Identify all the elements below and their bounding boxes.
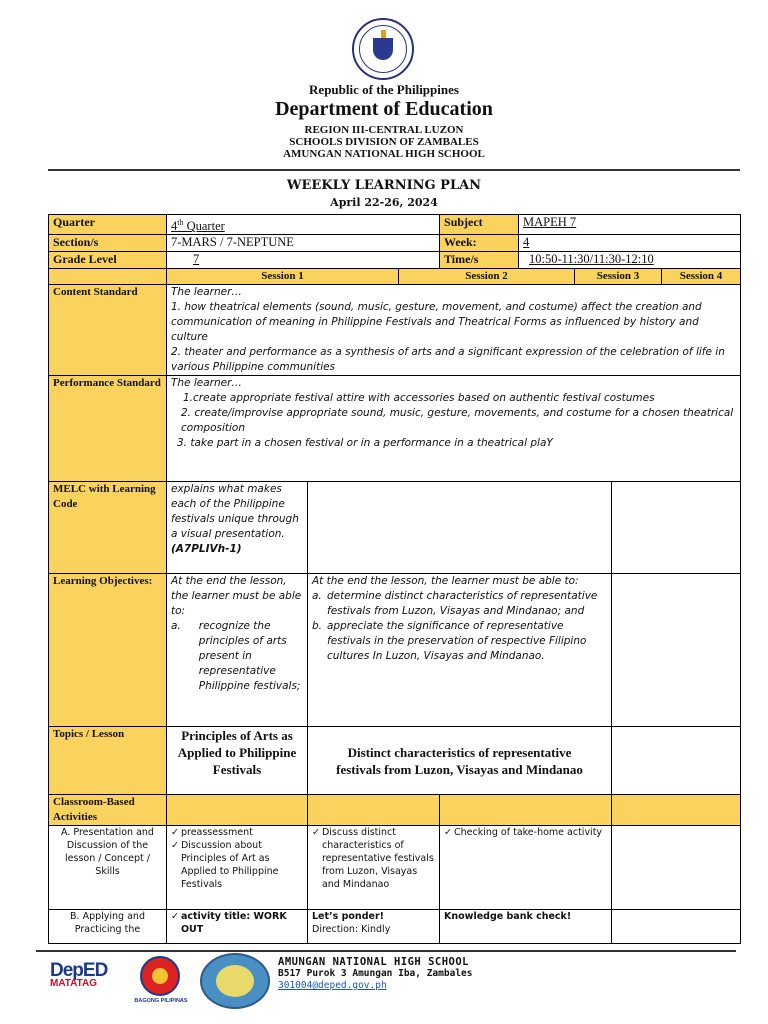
objectives-row xyxy=(49,574,741,727)
melc-session-1: explains what makes each of the Philippine festivals unique through a visual presentation. (A7PLIVh-1) xyxy=(167,482,308,574)
quarter-label: Quarter xyxy=(49,215,167,235)
department-title: Department of Education xyxy=(275,98,493,120)
presentation-session-3: ✓ Checking of take-home activity xyxy=(440,826,612,910)
topic-session-4 xyxy=(612,727,741,795)
time-label: Time/s xyxy=(440,252,519,269)
session-1-header: Session 1 xyxy=(167,269,399,285)
applying-session-2: Let’s ponder! Direction: Kindly xyxy=(308,910,440,944)
classroom-session-4 xyxy=(612,795,741,826)
presentation-session-4 xyxy=(612,826,741,910)
section-row xyxy=(49,235,741,252)
deped-matatag-logo: DepED MATATAG xyxy=(50,960,108,989)
classroom-session-3 xyxy=(440,795,612,826)
region-line: REGION III-CENTRAL LUZON xyxy=(304,124,464,136)
classroom-label: Classroom-Based Activities xyxy=(49,795,167,826)
session-3-header: Session 3 xyxy=(575,269,662,285)
week-value: 4 xyxy=(519,235,741,252)
classroom-session-2 xyxy=(308,795,440,826)
objectives-session-4 xyxy=(612,574,741,727)
topics-label: Topics / Lesson xyxy=(49,727,167,795)
melc-label: MELC with Learning Code xyxy=(49,482,167,574)
topic-session-2: Distinct characteristics of representative festivals from Luzon, Visayas and Mindanao xyxy=(308,727,612,795)
plan-title: WEEKLY LEARNING PLAN xyxy=(286,178,482,193)
topics-row xyxy=(49,727,741,795)
presentation-label: A. Presentation and Discussion of the lesson / Concept / Skills xyxy=(49,826,167,910)
presentation-session-1: ✓ preassessment ✓ Discussion about Principles of Art as Applied to Philippine Festivals xyxy=(167,826,308,910)
applying-session-1: ✓ activity title: WORK OUT xyxy=(167,910,308,944)
performance-standard-label: Performance Standard xyxy=(49,376,167,482)
subject-label: Subject xyxy=(440,215,519,235)
subject-value: MAPEH 7 xyxy=(519,215,741,235)
deped-seal-icon xyxy=(352,18,414,80)
applying-label: B. Applying and Practicing the xyxy=(49,910,167,944)
quarter-value: 4th Quarter xyxy=(167,215,440,235)
objectives-label: Learning Objectives: xyxy=(49,574,167,727)
bagong-pilipinas-logo: BAGONG PILIPINAS xyxy=(132,956,190,1006)
performance-standard-text: The learner… 1.create appropriate festival attire with accessories based on authentic festival costumes 2. create/improvise appropriate sound, music, gesture, movements, and costume for a chosen theatrical composition 3. take part in a chosen festival or in a performance in a theatrical plaY xyxy=(167,376,741,482)
plan-date: April 22-26, 2024 xyxy=(330,196,438,209)
sessions-header-row xyxy=(49,269,741,285)
melc-row xyxy=(49,482,741,574)
applying-row xyxy=(49,910,741,944)
session-2-header: Session 2 xyxy=(399,269,575,285)
content-standard-label: Content Standard xyxy=(49,285,167,376)
presentation-row xyxy=(49,826,741,910)
footer-email-link[interactable]: 301004@deped.gov.ph xyxy=(278,980,387,991)
republic-line: Republic of the Philippines xyxy=(309,82,459,97)
footer-school-name: AMUNGAN NATIONAL HIGH SCHOOL xyxy=(278,956,470,968)
time-value: 10:50-11:30/11:30-12:10 xyxy=(519,252,741,269)
applying-session-4 xyxy=(612,910,741,944)
classroom-row xyxy=(49,795,741,826)
objectives-session-1: At the end the lesson, the learner must be able to: a. recognize the principles of arts present in representative Philippine festivals; xyxy=(167,574,308,727)
school-seal-icon xyxy=(200,953,270,1009)
learning-plan-table xyxy=(48,214,741,944)
header-divider xyxy=(48,169,740,171)
quarter-row xyxy=(49,215,741,235)
presentation-session-2: ✓ Discuss distinct characteristics of representative festivals from Luzon, Visayas and Mindanao xyxy=(308,826,440,910)
content-standard-row xyxy=(49,285,741,376)
classroom-session-1 xyxy=(167,795,308,826)
performance-standard-row xyxy=(49,376,741,482)
section-label: Section/s xyxy=(49,235,167,252)
grade-value: 7 xyxy=(167,252,440,269)
week-label: Week: xyxy=(440,235,519,252)
division-line: SCHOOLS DIVISION OF ZAMBALES xyxy=(289,136,479,148)
grade-label: Grade Level xyxy=(49,252,167,269)
melc-session-2-3 xyxy=(308,482,612,574)
grade-row xyxy=(49,252,741,269)
topic-session-1: Principles of Arts as Applied to Philippine Festivals xyxy=(167,727,308,795)
melc-session-4 xyxy=(612,482,741,574)
footer-address: B517 Purok 3 Amungan Iba, Zambales xyxy=(278,968,473,979)
section-value: 7-MARS / 7-NEPTUNE xyxy=(167,235,440,252)
content-standard-text: The learner… 1. how theatrical elements (sound, music, gesture, movement, and costume) affect the creation and communication of meaning in Philippine Festivals and Theatrical Forms as influenced by history and culture 2. theater and performance as a synthesis of arts and a significant expression of the celebration of life in various Philippine communities xyxy=(167,285,741,376)
school-line: AMUNGAN NATIONAL HIGH SCHOOL xyxy=(283,148,485,160)
applying-session-3: Knowledge bank check! xyxy=(440,910,612,944)
objectives-session-2-3: At the end the lesson, the learner must be able to: a. determine distinct characteristics of representative festivals from Luzon, Visayas and Mindanao; and b. appreciate the significance of representative festivals in the preservation of respective Filipino cultures In Luzon, Visayas and Mindanao. xyxy=(308,574,612,727)
sessions-corner xyxy=(49,269,167,285)
session-4-header: Session 4 xyxy=(662,269,741,285)
footer-divider xyxy=(36,950,736,952)
